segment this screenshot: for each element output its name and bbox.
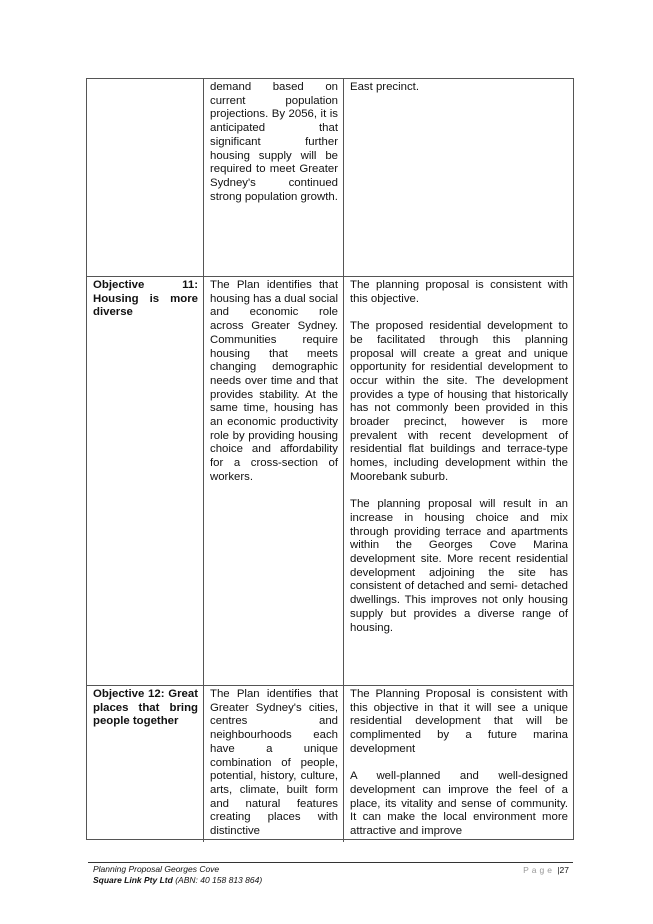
consistency-paragraph: A well-planned and well-designed development can improve the feel of a place, its vitality and sense of community. It can make the local environment more attractive and improve [350, 770, 568, 838]
table-row [87, 685, 573, 842]
plan-text: The Plan identifies that Greater Sydney's cities, centres and neighbourhoods each have a unique combination of people, potential, history, culture, arts, climate, built form and natural features creating places with distinctive [210, 688, 338, 838]
consistency-cell [343, 79, 573, 276]
objective-text: Objective 12: Great places that bring people together [93, 688, 198, 728]
objective-cell [87, 686, 203, 842]
footer-page [523, 865, 569, 875]
footer-company-line [93, 875, 262, 886]
footer-divider [88, 862, 573, 863]
consistency-paragraph: The Planning Proposal is consistent with this objective in that it will see a unique residential development that will be complimented by a future marina development [350, 688, 568, 755]
consistency-paragraph: East precinct. [350, 81, 420, 93]
consistency-paragraph: The proposed residential development to be facilitated through this planning proposal will create a great and unique opportunity for residential development to occur within the site. The development provides a type of housing that historically has not commonly been provided in this broader precinct, however is more prevalent with recent development of residential flat buildings and terrace-type homes, including development within the Moorebank suburb. [350, 320, 568, 483]
footer-company: Square Link Pty Ltd [93, 875, 173, 885]
table-row [87, 276, 573, 686]
objective-cell [87, 277, 203, 686]
page-label: Page [523, 865, 555, 875]
plan-cell [203, 277, 343, 686]
plan-cell [203, 686, 343, 842]
plan-text: demand based on current population projections. By 2056, it is anticipated that significant further housing supply will be required to meet Greater Sydney's continued strong population growth. [210, 81, 338, 203]
footer-doc-title: Planning Proposal Georges Cove [93, 864, 220, 874]
objective-cell [87, 79, 203, 276]
footer-left [93, 864, 262, 886]
footer-abn: (ABN: 40 158 813 864) [175, 875, 263, 885]
consistency-paragraph: The planning proposal is consistent with this objective. [350, 279, 568, 305]
page-separator: | [557, 865, 560, 875]
consistency-paragraph: The planning proposal will result in an increase in housing choice and mix through providing terrace and apartments within the Georges Cove Marina development site. More recent residential development adjoining the site has consistent of detached and semi- detached dwellings. This improves not only housing supply but provides a diverse range of housing. [350, 498, 568, 634]
consistency-cell [343, 277, 573, 686]
consistency-cell [343, 686, 573, 842]
plan-cell [203, 79, 343, 276]
table-row [87, 79, 573, 276]
plan-text: The Plan identifies that housing has a dual social and economic role across Greater Sydney. Communities require housing that meets changing demographic needs over time and that provides stability. At the same time, housing has an economic productivity role by providing housing choice and affordability for a cross-section of workers. [210, 279, 338, 483]
policy-table [86, 78, 574, 840]
objective-text: Objective 11: Housing is more diverse [93, 279, 198, 319]
page-number: 27 [559, 865, 569, 875]
